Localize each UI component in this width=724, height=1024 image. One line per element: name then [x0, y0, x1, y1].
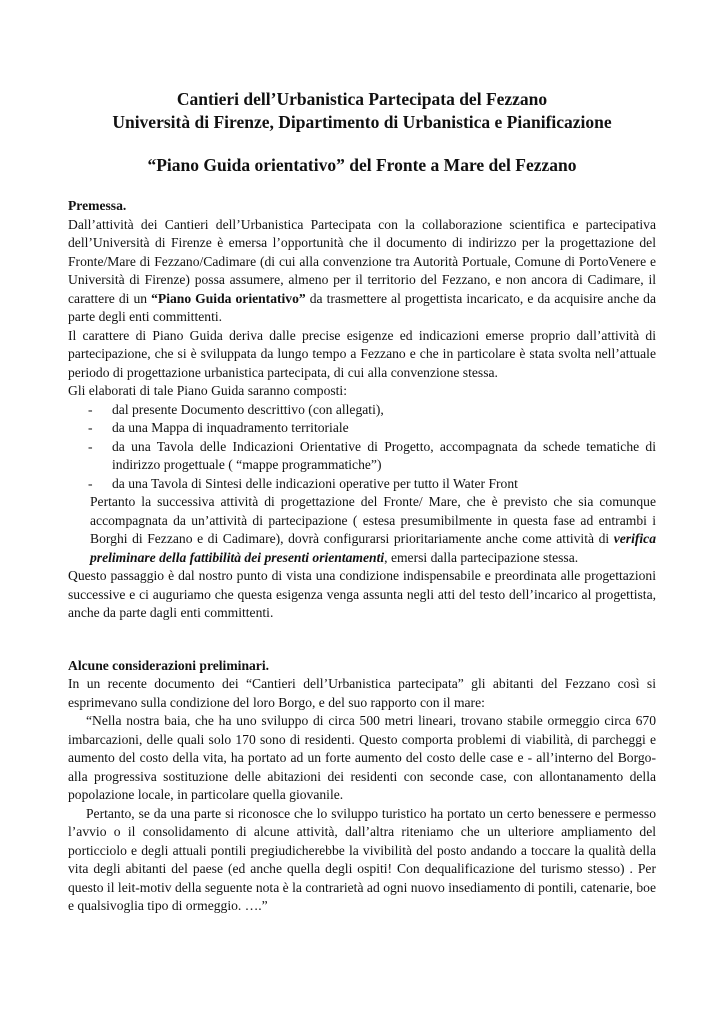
considerazioni-heading: Alcune considerazioni preliminari. — [68, 657, 270, 673]
list-item: - da una Tavola di Sintesi delle indicazioni operative per tutto il Water Front — [88, 475, 656, 494]
premessa-paragraph-5: Questo passaggio è dal nostro punto di vista una condizione indispensabile e preordinata alle progettazioni successive e ci auguriamo che questa esigenza venga assunta negli atti del testo dell’incarico al progettista, anche da parte dagli enti committenti. — [68, 568, 656, 620]
premessa-paragraph-1: Dall’attività dei Cantieri dell’Urbanistica Partecipata con la collaborazione scientifica e partecipativa dell’Università di Firenze è emersa l’opportunità che il documento di indirizzo per la progettazione del Fronte/Mare di Fezzano/Cadimare (di cui alla convenzione tra Autorità Portuale, Comune di PortoVenere e Università di Firenze) possa assumere, almeno per il territorio del Fezzano, e non ancora di Cadimare, il carattere di un “Piano Guida orientativo” da trasmettere al progettista incaricato, e da acquisire anche da parte degli enti committenti. — [68, 216, 656, 324]
premessa-heading: Premessa. — [68, 198, 127, 213]
quote-paragraph-1: “Nella nostra baia, che ha uno sviluppo di circa 500 metri lineari, trovano stabile ormeggio circa 670 imbarcazioni, delle quali solo 170 sono di residenti. Questo comporta problemi di viabilità, di parcheggi e aumento del costo della vita, ha portato ad un forte aumento del costo delle case e - all’interno del Borgo- alla progressiva sostituzione delle abitazioni dei residenti con seconde case, con allontanamento della popolazione locale, in particolare quella giovanile. — [68, 713, 656, 802]
title-line-1: Cantieri dell’Urbanistica Partecipata del Fezzano — [176, 89, 548, 109]
list-item: - da una Tavola delle Indicazioni Orientative di Progetto, accompagnata da schede tematiche di indirizzo progettuale ( “mappe programmatiche”) — [88, 438, 656, 475]
considerazioni-paragraph-1: In un recente documento dei “Cantieri dell’Urbanistica partecipata” gli abitanti del Fezzano così si esprimevano sulla condizione del loro Borgo, e del suo rapporto con il mare: — [68, 676, 656, 710]
quote-paragraph-2: Pertanto, se da una parte si riconosce che lo sviluppo turistico ha portato un certo benessere e permesso l’avvio o il consolidamento di alcune attività, dall’altra riteniamo che un ulteriore ampliamento del porticciolo e degli attuali pontili pregiudicherebbe la vivibilità del posto andando a toccare la qualità della vita degli abitanti del paese (ed anche quella degli ospiti! Con dequalificazione del turismo stesso) . Per questo il leit-motiv della seguente nota è la contrarietà ad ogni nuovo insediamento di pontili, catenarie, boe e qualsivoglia tipo di ormeggio. ….” — [68, 805, 656, 913]
document-subtitle: “Piano Guida orientativo” del Fronte a Mare del Fezzano — [147, 155, 577, 175]
title-line-2: Università di Firenze, Dipartimento di Urbanistica e Pianificazione — [112, 112, 612, 132]
premessa-paragraph-3: Gli elaborati di tale Piano Guida saranno composti: — [68, 383, 347, 398]
elaborati-list — [68, 401, 656, 494]
premessa-paragraph-2: Il carattere di Piano Guida deriva dalle precise esigenze ed indicazioni emerse proprio dall’attività di partecipazione, che si è sviluppata da lungo tempo a Fezzano e che in particolare è stata svolta nell’attuale periodo di progettazione urbanistica partecipata, di cui alla convenzione stessa. — [68, 327, 656, 380]
piano-guida-bold: “Piano Guida orientativo” — [151, 290, 306, 306]
list-item: - dal presente Documento descrittivo (con allegati), — [88, 401, 656, 420]
premessa-paragraph-4: Pertanto la successiva attività di progettazione del Fronte/ Mare, che è previsto che sia comunque accompagnata da un’attività di partecipazione ( estesa presumibilmente in questa fase ad entrambi i Borghi di Fezzano e di Cadimare), dovrà configurarsi prioritariamente anche come attività di verifica preliminare della fattibilità dei presenti orientamenti, emersi dalla partecipazione stessa. — [90, 494, 656, 565]
verifica-preliminare-emphasis: verifica preliminare della fattibilità dei presenti orientamenti — [90, 531, 656, 565]
list-item: - da una Mappa di inquadramento territoriale — [88, 419, 656, 438]
